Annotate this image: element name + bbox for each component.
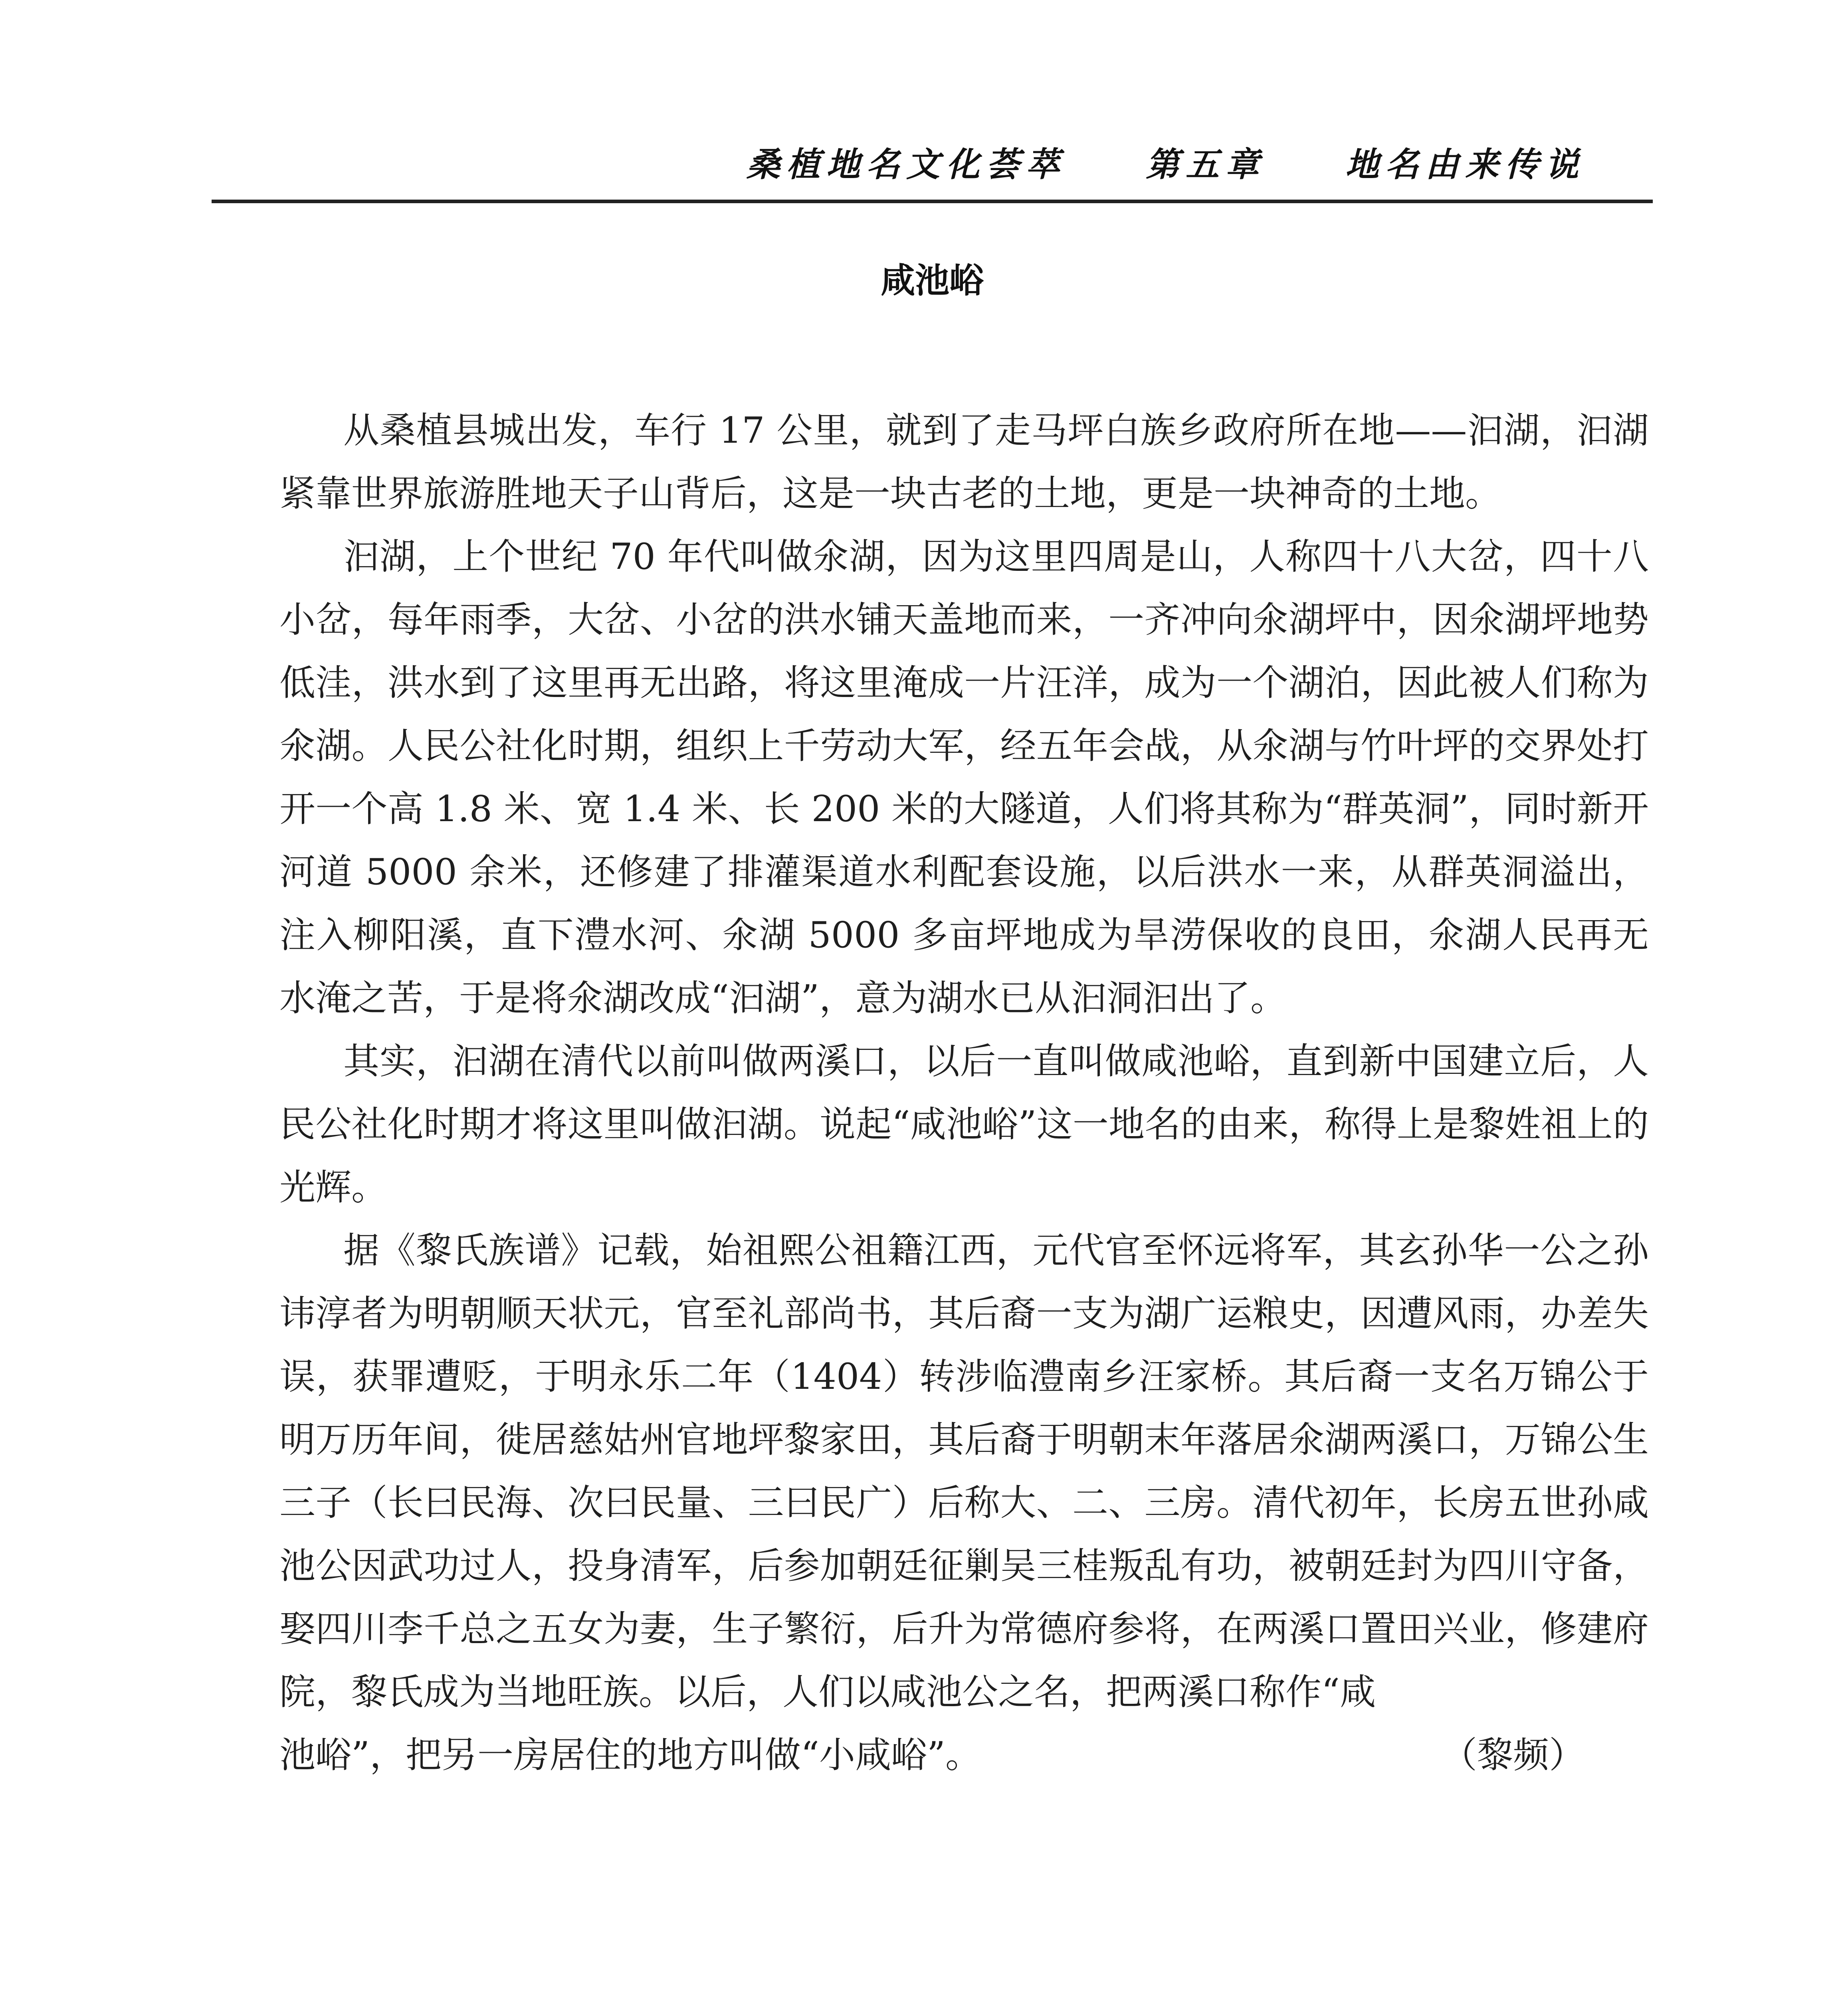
paragraph: 其实，汩湖在清代以前叫做两溪口，以后一直叫做咸池峪，直到新中国建立后，人民公社化时期才将这里叫做汩湖。说起“咸池峪”这一地名的由来，称得上是黎姓祖上的光辉。 bbox=[279, 1040, 1649, 1208]
closing-line bbox=[279, 1724, 1649, 1787]
header-chapter-title: 地名由来传说 bbox=[1345, 145, 1585, 184]
running-header bbox=[212, 128, 1653, 196]
author-credit: （黎频） bbox=[1441, 1734, 1585, 1776]
section-body-xianchiyu bbox=[279, 399, 1649, 1787]
header-book-title: 桑植地名文化荟萃 bbox=[746, 145, 1066, 184]
header-chapter: 第五章 bbox=[1145, 145, 1266, 184]
paragraph: 从桑植县城出发，车行 17 公里，就到了走马坪白族乡政府所在地——汩湖，汩湖紧靠世界旅游胜地天子山背后，这是一块古老的土地，更是一块神奇的土地。 bbox=[279, 410, 1649, 515]
paragraph: 据《黎氏族谱》记载，始祖熙公祖籍江西，元代官至怀远将军，其玄孙华一公之孙讳淳者为明朝顺天状元，官至礼部尚书，其后裔一支为湖广运粮史，因遭风雨，办差失误，获罪遭贬，于明永乐二年（1404）转涉临澧南乡汪家桥。其后裔一支名万锦公于明万历年间，徙居慈姑州官地坪黎家田，其后裔于明朝末年落居氽湖两溪口，万锦公生三子（长曰民海、次曰民量、三曰民广）后称大、二、三房。清代初年，长房五世孙咸池公因武功过人，投身清军，后参加朝廷征剿吴三桂叛乱有功，被朝廷封为四川守备，娶四川李千总之五女为妻，生子繁衍，后升为常德府参将，在两溪口置田兴业，修建府院，黎氏成为当地旺族。以后，人们以咸池公之名，把两溪口称作“咸 bbox=[279, 1230, 1649, 1713]
paragraph: 汩湖，上个世纪 70 年代叫做氽湖，因为这里四周是山，人称四十八大岔，四十八小岔，每年雨季，大岔、小岔的洪水铺天盖地而来，一齐冲向氽湖坪中，因氽湖坪地势低洼，洪水到了这里再无出路，将这里淹成一片汪洋，成为一个湖泊，因此被人们称为氽湖。人民公社化时期，组织上千劳动大军，经五年会战，从氽湖与竹叶坪的交界处打开一个高 1.8 米、宽 1.4 米、长 200 米的大隧道，人们将其称为“群英洞”，同时新开河道 5000 余米，还修建了排灌渠道水利配套设施，以后洪水一来，从群英洞溢出，注入柳阳溪，直下澧水河、氽湖 5000 多亩坪地成为旱涝保收的良田，氽湖人民再无水淹之苦，于是将氽湖改成“汩湖”，意为湖水已从汩洞汩出了。 bbox=[279, 536, 1649, 1019]
closing-text: 池峪”，把另一房居住的地方叫做“小咸峪”。 bbox=[279, 1734, 982, 1776]
section-title-xianchiyu: 咸池峪 bbox=[881, 261, 984, 301]
header-rule bbox=[212, 200, 1653, 203]
